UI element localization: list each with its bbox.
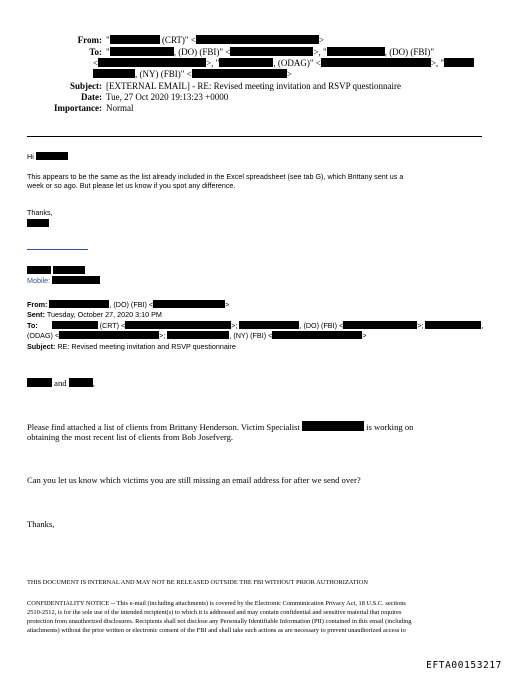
- confidentiality-line-3: protection from unauthorized disclosures. Recipients shall not disclose any Personally Identifiable Information (PII) contained in this email (including: [27, 618, 412, 625]
- body-p1-line1: Please find attached a list of clients from Brittany Henderson. Victim Specialist is working on: [27, 422, 414, 432]
- redaction: [27, 219, 49, 227]
- header-divider: [27, 136, 482, 137]
- signature-divider: [27, 249, 88, 250]
- reply-thanks: Thanks,: [27, 208, 53, 217]
- reply-line-2: week or so ago. But please let us know if you spot any difference.: [27, 181, 236, 190]
- reply-line-1: This appears to be the same as the list already included in the Excel spreadsheet (see tab G), which Brittany sent us a: [27, 172, 404, 181]
- to-value-line1: " , (DO) (FBI)" < >, " , (DO) (FBI)": [106, 47, 435, 57]
- redaction: [98, 58, 206, 67]
- date-value: Tue, 27 Oct 2020 19:13:23 +0000: [106, 92, 229, 102]
- from-value: " (CRT)" < >: [106, 35, 324, 45]
- redaction: [52, 276, 100, 284]
- confidentiality-line-1: CONFIDENTIALITY NOTICE -- This e-mail (including attachments) is covered by the Electronic Communication Privacy Act, 18 U.S.C. sections: [27, 600, 406, 607]
- redaction: [125, 321, 231, 329]
- redaction: [53, 266, 85, 274]
- orig-subject: Subject: RE: Revised meeting invitation and RSVP questionnaire: [27, 342, 236, 351]
- importance-value: Normal: [106, 103, 134, 113]
- redaction: [239, 321, 299, 329]
- redaction: [192, 69, 287, 78]
- orig-from: From: , (DO) (FBI) < >: [27, 300, 230, 309]
- redaction: [36, 152, 68, 160]
- to-label: To:: [89, 47, 102, 57]
- redaction: [93, 69, 135, 78]
- redaction: [321, 58, 431, 67]
- redaction: [302, 421, 364, 431]
- redaction: [27, 266, 51, 274]
- redaction: [167, 331, 229, 339]
- reply-greeting: Hi: [27, 152, 68, 161]
- subject-value: [EXTERNAL EMAIL] - RE: Revised meeting invitation and RSVP questionnaire: [106, 81, 402, 91]
- importance-label: Importance:: [54, 103, 102, 113]
- date-label: Date:: [81, 92, 102, 102]
- to-value-line3: , (NY) (FBI)" < >: [93, 69, 292, 80]
- redaction: [219, 58, 273, 67]
- redaction: [153, 300, 225, 308]
- redaction: [343, 321, 417, 329]
- redaction: [110, 47, 174, 56]
- to-value-line2: < >, " , (ODAG)" < >, ": [93, 58, 474, 69]
- confidentiality-line-4: attachments) without the prior written or electronic consent of the FBI and shall take such actions as are necessary to prevent unauthorized access to: [27, 627, 406, 634]
- redaction: [52, 321, 98, 329]
- redaction: [27, 378, 52, 387]
- body-p1-line2: obtaining the most recent list of clients from Bob Josefverg.: [27, 432, 234, 442]
- document-id: EFTA00153217: [426, 660, 502, 671]
- redaction: [327, 47, 385, 56]
- orig-to-line2: (ODAG) < >; , (NY) (FBI) < >: [27, 331, 367, 340]
- from-label: From:: [77, 35, 102, 45]
- body-salutation: and ,: [27, 378, 95, 389]
- redaction: [230, 47, 313, 56]
- orig-to-line1: To: (CRT) < >; , (DO) (FBI) < >; ,: [27, 321, 484, 330]
- redaction: [110, 35, 160, 44]
- redaction: [425, 321, 481, 329]
- redaction: [272, 331, 362, 339]
- redaction: [59, 331, 159, 339]
- body-p2: Can you let us know which victims you are still missing an email address for after we send over?: [27, 475, 361, 485]
- redaction: [196, 35, 319, 44]
- orig-sent: Sent: Tuesday, October 27, 2020 3:10 PM: [27, 310, 162, 319]
- internal-notice: THIS DOCUMENT IS INTERNAL AND MAY NOT BE RELEASED OUTSIDE THE FBI WITHOUT PRIOR AUTHORIZATION: [27, 579, 368, 586]
- redaction: [69, 378, 93, 387]
- body-thanks: Thanks,: [27, 519, 55, 529]
- mobile-line: Mobile:: [27, 276, 100, 285]
- redaction: [444, 58, 474, 67]
- confidentiality-line-2: 2510-2512, is for the sole use of the intended recipient(s) to which it is addressed and may contain confidential and sensitive material that requires: [27, 609, 402, 616]
- redaction: [49, 300, 109, 308]
- subject-label: Subject:: [70, 81, 102, 91]
